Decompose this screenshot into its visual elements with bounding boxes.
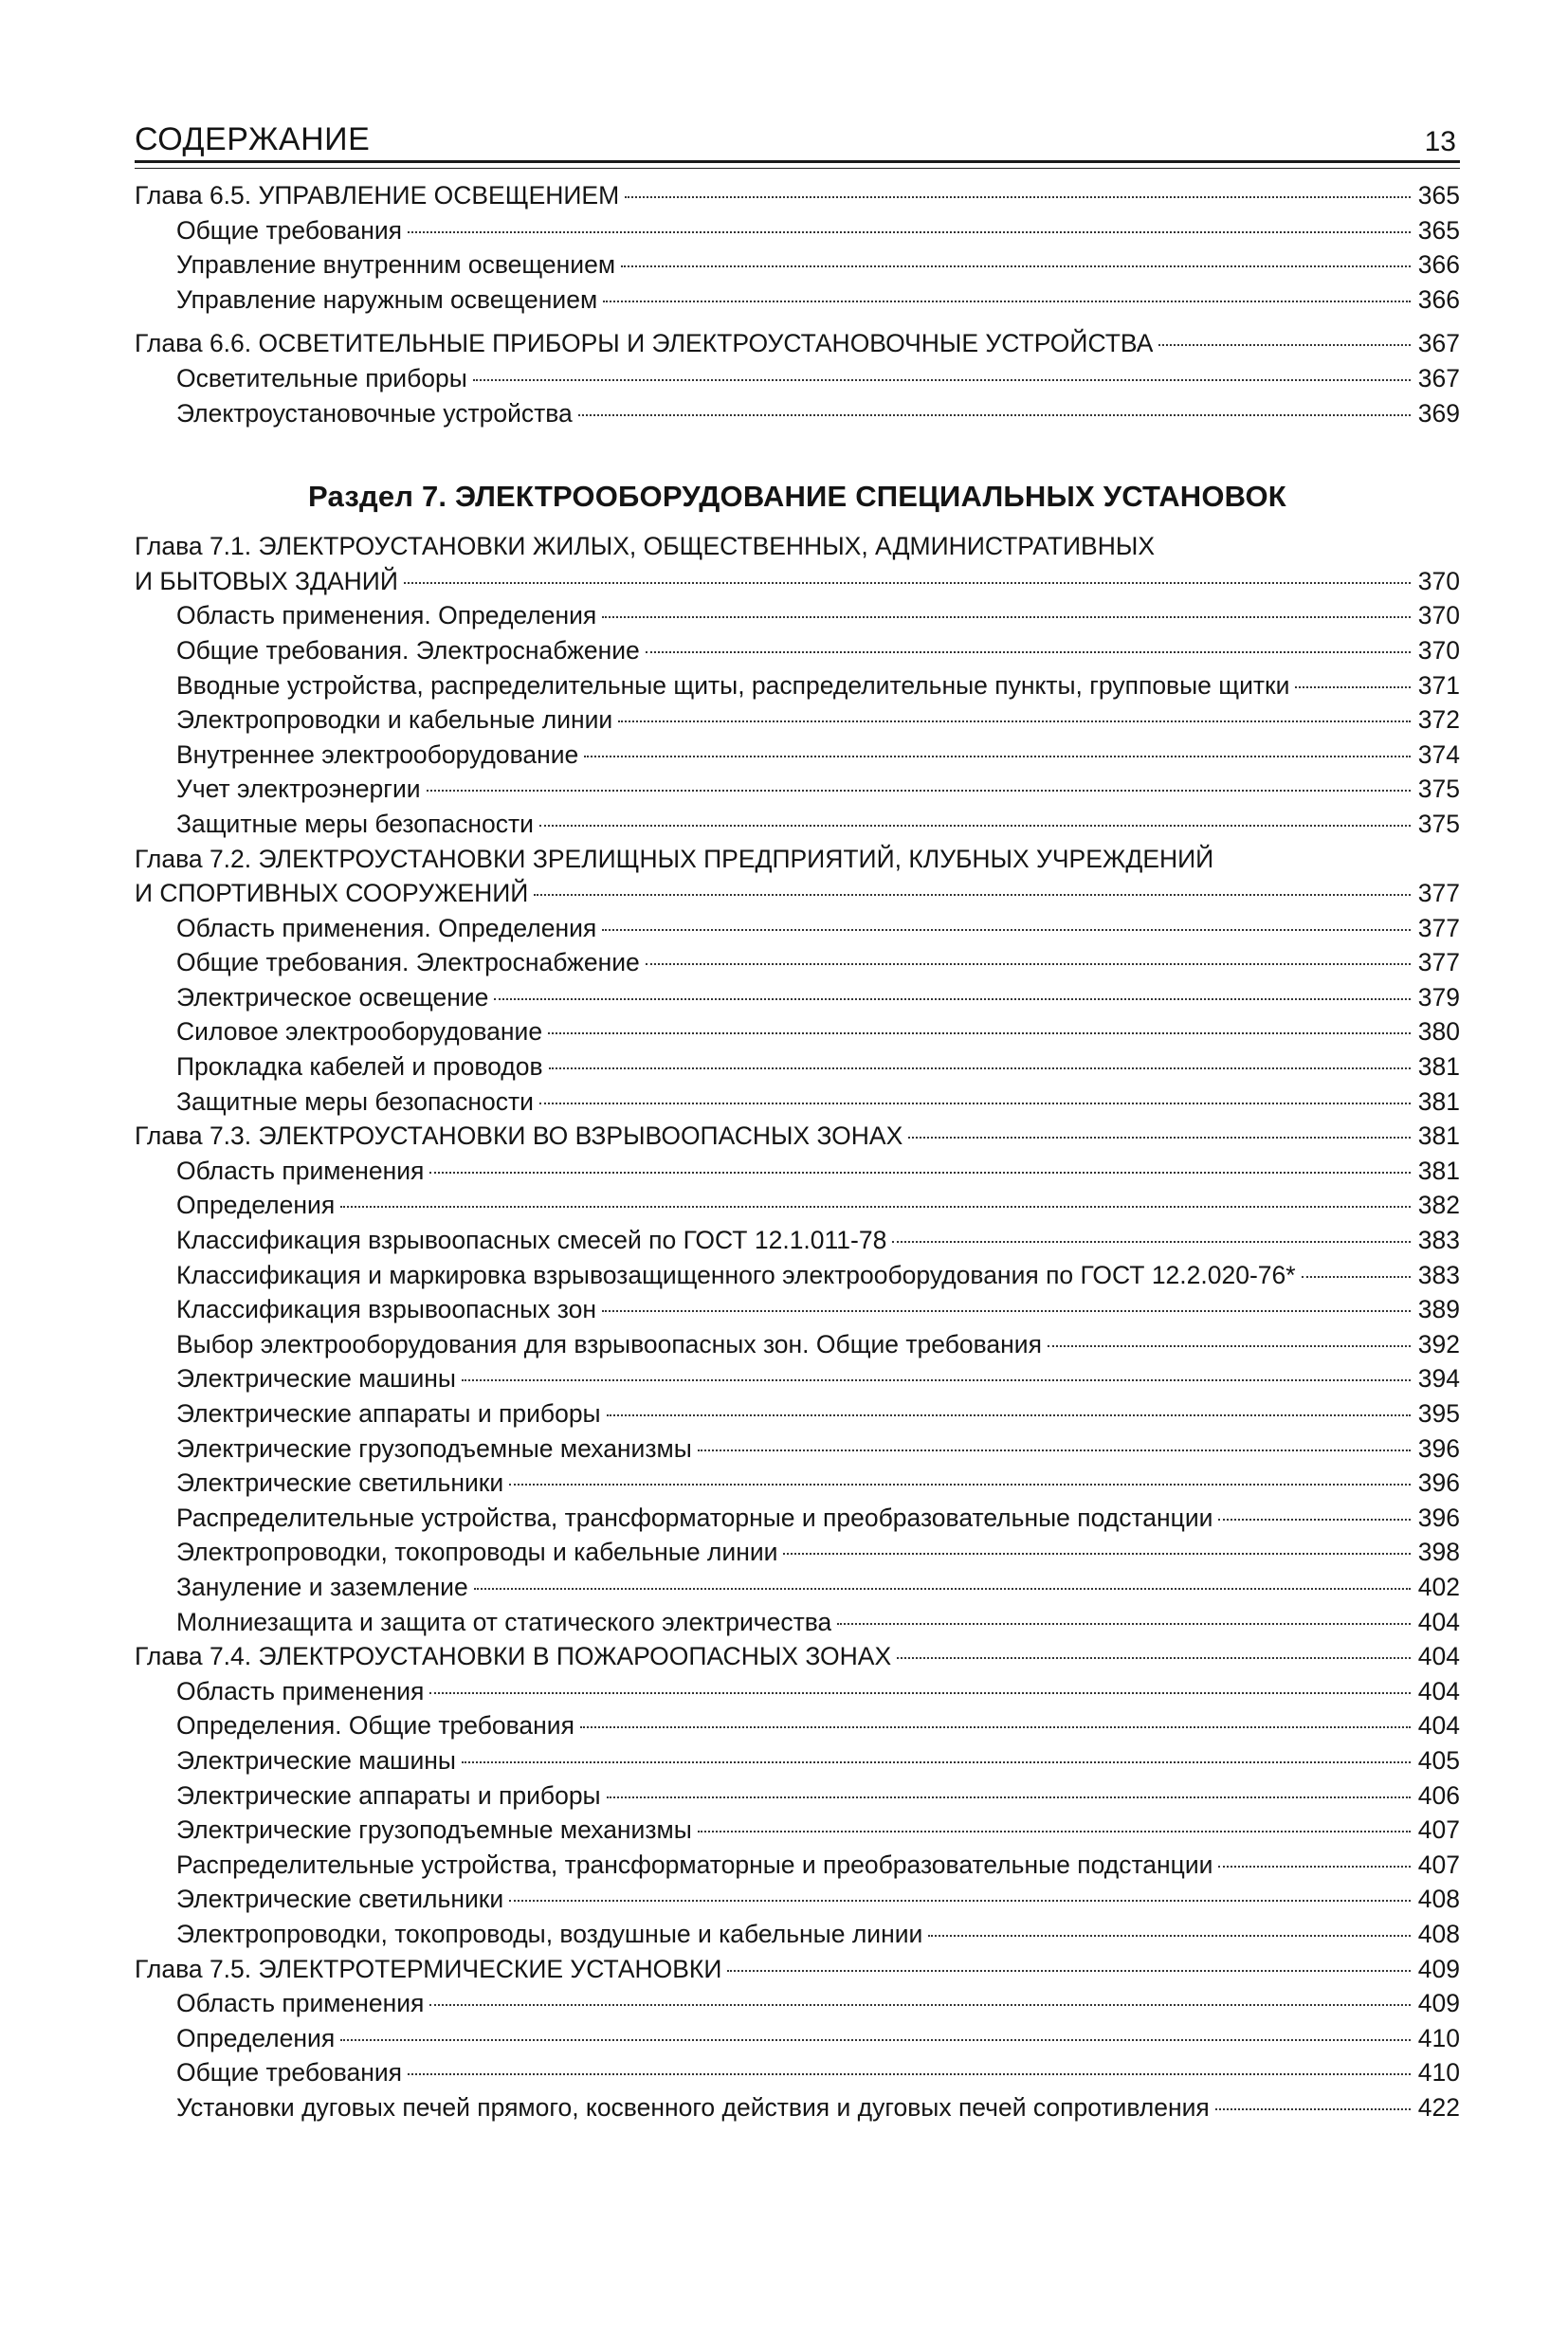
page-number: 372 [1417,705,1460,735]
toc-chapter-6-5[interactable] [135,178,1460,213]
dot-leader [1218,1866,1411,1868]
dot-leader [340,2039,1411,2041]
toc-entry[interactable] [135,1917,1460,1952]
toc-entry[interactable] [135,1292,1460,1327]
entry-label: Электроустановочные устройства [176,398,573,428]
page-number: 365 [1417,215,1460,245]
dot-leader [462,1379,1411,1381]
page-number: 366 [1417,284,1460,314]
toc-entry[interactable] [135,1743,1460,1778]
dot-leader [539,825,1411,827]
entry-label: Электрическое освещение [176,982,489,1012]
dot-leader [474,1588,1411,1590]
dot-leader [783,1553,1411,1555]
dot-leader [404,582,1411,584]
entry-label: Общие требования [176,2058,403,2088]
header-title: СОДЕРЖАНИЕ [135,121,371,157]
page-number: 382 [1417,1191,1460,1220]
dot-leader [429,1172,1411,1174]
dot-leader [618,720,1411,722]
page-number: 375 [1417,775,1460,804]
entry-label: Область применения. Определения [176,601,597,630]
dot-leader [908,1137,1411,1139]
entry-label: Распределительные устройства, трансформаторные и преобразовательные подстанции [176,1503,1213,1532]
toc-entry[interactable] [135,1813,1460,1848]
entry-label: Зануление и заземление [176,1572,468,1601]
dot-leader [646,651,1411,653]
toc-chapter-7-4[interactable] [135,1639,1460,1674]
running-header [135,119,1460,163]
entry-label: Защитные меры безопасности [176,1086,534,1116]
dot-leader [603,301,1411,302]
toc-chapter-7-3[interactable] [135,1119,1460,1154]
dot-leader [509,1484,1411,1486]
chapter-title: Глава 7.3. ЭЛЕКТРОУСТАНОВКИ ВО ВЗРЫВООПАСНЫХ ЗОНАХ [135,1121,903,1151]
dot-leader [429,2004,1411,2006]
dot-leader [1302,1276,1411,1278]
dot-leader [473,379,1411,381]
page-number: 406 [1417,1780,1460,1810]
entry-label: Силовое электрооборудование [176,1017,543,1047]
page-number: 383 [1417,1260,1460,1289]
page-number: 395 [1417,1399,1460,1428]
page-number: 422 [1417,2092,1460,2122]
entry-label: Распределительные устройства, трансформаторные и преобразовательные подстанции [176,1850,1213,1879]
toc-entry[interactable] [135,1674,1460,1709]
entry-label: Установки дуговых печей прямого, косвенного действия и дуговых печей сопротивления [176,2092,1210,2122]
toc-entry[interactable] [135,702,1460,738]
toc-entry[interactable] [135,283,1460,318]
dot-leader [621,265,1411,267]
toc-entry[interactable] [135,1605,1460,1640]
toc-entry[interactable] [135,1501,1460,1536]
dot-leader [602,929,1411,931]
toc-entry[interactable] [135,1466,1460,1501]
dot-leader [408,231,1411,233]
dot-leader [429,1692,1411,1694]
dot-leader [892,1241,1411,1243]
page-number: 377 [1417,913,1460,942]
chapter-title: Глава 7.4. ЭЛЕКТРОУСТАНОВКИ В ПОЖАРООПАСНЫХ ЗОНАХ [135,1642,892,1671]
dot-leader [928,1935,1411,1937]
dot-leader [698,1831,1411,1832]
dot-leader [625,196,1411,198]
dot-leader [509,1900,1411,1902]
toc-entry[interactable] [135,1708,1460,1743]
entry-label: Защитные меры безопасности [176,809,534,838]
toc-entry[interactable] [135,738,1460,773]
toc-entry[interactable] [135,2021,1460,2056]
toc-entry[interactable] [135,633,1460,668]
toc-entry[interactable] [135,1085,1460,1120]
toc-entry[interactable] [135,1570,1460,1605]
entry-label: Область применения [176,1156,425,1185]
toc-entry[interactable] [135,1223,1460,1258]
page-number: 381 [1417,1086,1460,1116]
dot-leader [427,790,1411,792]
entry-label: Классификация взрывоопасных зон [176,1295,596,1324]
dot-leader [578,414,1411,416]
page-number: 392 [1417,1329,1460,1358]
dot-leader [534,894,1411,896]
entry-label: Прокладка кабелей и проводов [176,1052,543,1082]
toc-chapter-7-2-line1[interactable]: Глава 7.2. ЭЛЕКТРОУСТАНОВКИ ЗРЕЛИЩНЫХ ПРЕДПРИЯТИЙ, КЛУБНЫХ УЧРЕЖДЕНИЙ [135,844,1214,873]
dot-leader [602,1310,1411,1312]
page-number: 404 [1417,1642,1460,1671]
dot-leader [1158,344,1411,346]
entry-label: Область применения. Определения [176,913,597,942]
dot-leader [1218,1519,1411,1521]
entry-label: Электрические светильники [176,1885,504,1914]
toc-chapter-6-6[interactable] [135,326,1460,361]
page-number: 381 [1417,1121,1460,1151]
toc-entry[interactable] [135,1361,1460,1396]
chapter-title: Глава 6.5. УПРАВЛЕНИЕ ОСВЕЩЕНИЕМ [135,181,620,210]
page-number: 370 [1417,601,1460,630]
toc-entry[interactable] [135,1327,1460,1362]
page-number: 370 [1417,566,1460,595]
toc-entry[interactable] [135,396,1460,431]
toc-entry[interactable] [135,980,1460,1015]
entry-label: Электропроводки, токопроводы, воздушные и кабельные линии [176,1919,923,1948]
toc-entry[interactable] [135,807,1460,842]
entry-label: Электрические машины [176,1364,456,1394]
dot-leader [607,1414,1411,1416]
toc-entry[interactable] [135,1014,1460,1049]
dot-leader [584,756,1411,757]
dot-leader [897,1657,1411,1659]
entry-label: Внутреннее электрооборудование [176,739,579,769]
toc-entry[interactable] [135,1882,1460,1917]
toc-entry[interactable] [135,1848,1460,1883]
dot-leader [1295,686,1411,688]
entry-label: Управление наружным освещением [176,284,598,314]
entry-label: Электрические грузоподъемные механизмы [176,1433,692,1463]
page-number: 407 [1417,1815,1460,1845]
page-number: 367 [1417,363,1460,392]
dot-leader [494,998,1411,1000]
dot-leader [548,1032,1411,1034]
page-number: 409 [1417,1989,1460,2018]
toc-entry[interactable] [135,598,1460,633]
toc-chapter-7-2[interactable] [135,876,1460,911]
dot-leader [698,1449,1411,1451]
entry-label: Классификация взрывоопасных смесей по ГОСТ 12.1.011-78 [176,1226,887,1255]
page-number: 381 [1417,1156,1460,1185]
entry-label: Электропроводки и кабельные линии [176,705,613,735]
entry-label: Область применения [176,1989,425,2018]
entry-label: Выбор электрооборудования для взрывоопасных зон. Общие требования [176,1329,1042,1358]
page-number: 404 [1417,1676,1460,1705]
entry-label: Определения. Общие требования [176,1711,574,1741]
page-number: 396 [1417,1503,1460,1532]
section-title: Раздел 7. ЭЛЕКТРООБОРУДОВАНИЕ СПЕЦИАЛЬНЫХ УСТАНОВОК [308,480,1286,514]
toc-entry[interactable] [135,2055,1460,2090]
entry-label: Электрические машины [176,1745,456,1775]
toc-entry[interactable] [135,1049,1460,1085]
entry-label: Область применения [176,1676,425,1705]
page-number: 381 [1417,1052,1460,1082]
entry-label: Вводные устройства, распределительные щиты, распределительные пункты, групповые щитки [176,670,1290,700]
entry-label: Общие требования. Электроснабжение [176,635,640,665]
dot-leader [462,1761,1411,1763]
page-number: 394 [1417,1364,1460,1394]
toc-entry[interactable] [135,1396,1460,1431]
entry-label: Классификация и маркировка взрывозащищенного электрооборудования по ГОСТ 12.2.020-76* [176,1260,1296,1289]
chapter-title: Глава 7.5. ЭЛЕКТРОТЕРМИЧЕСКИЕ УСТАНОВКИ [135,1954,722,1983]
page-number: 371 [1417,670,1460,700]
dot-leader [549,1067,1411,1069]
dot-leader [602,616,1411,618]
page-number: 365 [1417,181,1460,210]
page-number: 410 [1417,2023,1460,2052]
toc-list [135,178,1460,2124]
dot-leader [1215,2108,1411,2110]
toc-entry[interactable] [135,1154,1460,1189]
toc-chapter-7-5[interactable] [135,1952,1460,1987]
entry-label: Электрические светильники [176,1468,504,1498]
dot-leader [646,963,1411,965]
page-number: 398 [1417,1538,1460,1567]
page-number: 405 [1417,1745,1460,1775]
toc-entry[interactable] [135,247,1460,283]
entry-label: Определения [176,1191,336,1220]
toc-entry[interactable] [135,945,1460,980]
entry-label: Определения [176,2023,336,2052]
toc-entry[interactable] [135,1431,1460,1467]
toc-entry[interactable] [135,1778,1460,1814]
toc-entry[interactable] [135,361,1460,396]
toc-page [135,119,1460,2124]
page-number: 367 [1417,329,1460,358]
page-number: 402 [1417,1572,1460,1601]
toc-chapter-7-1-line1[interactable]: Глава 7.1. ЭЛЕКТРОУСТАНОВКИ ЖИЛЫХ, ОБЩЕСТВЕННЫХ, АДМИНИСТРАТИВНЫХ [135,532,1155,561]
page-number: 383 [1417,1226,1460,1255]
entry-label: Электрические аппараты и приборы [176,1780,601,1810]
page-number: 380 [1417,1017,1460,1047]
page-number: 369 [1417,398,1460,428]
page-number: 374 [1417,739,1460,769]
entry-label: Учет электроэнергии [176,775,421,804]
page-number: 375 [1417,809,1460,838]
dot-leader [408,2073,1411,2075]
header-page-number: 13 [1424,126,1456,157]
dot-leader [607,1796,1411,1798]
page-number: 396 [1417,1433,1460,1463]
toc-chapter-7-1[interactable] [135,564,1460,599]
entry-label: Общие требования. Электроснабжение [176,948,640,977]
chapter-title: И СПОРТИВНЫХ СООРУЖЕНИЙ [135,879,529,908]
dot-leader [340,1206,1411,1208]
page-number: 377 [1417,948,1460,977]
toc-entry[interactable] [135,911,1460,946]
dot-leader [1048,1345,1411,1347]
chapter-title: Глава 6.6. ОСВЕТИТЕЛЬНЫЕ ПРИБОРЫ И ЭЛЕКТРОУСТАНОВОЧНЫЕ УСТРОЙСТВА [135,329,1154,358]
chapter-title: И БЫТОВЫХ ЗДАНИЙ [135,566,398,595]
entry-label: Электрические грузоподъемные механизмы [176,1815,692,1845]
page-number: 409 [1417,1954,1460,1983]
page-number: 366 [1417,250,1460,280]
page-number: 408 [1417,1919,1460,1948]
toc-entry[interactable] [135,213,1460,248]
dot-leader [727,1970,1411,1972]
page-number: 408 [1417,1885,1460,1914]
dot-leader [580,1726,1411,1728]
toc-entry[interactable] [135,1535,1460,1570]
toc-entry[interactable] [135,1986,1460,2021]
toc-entry[interactable] [135,1188,1460,1223]
page-number: 396 [1417,1468,1460,1498]
toc-entry[interactable] [135,1258,1460,1293]
page-number: 377 [1417,879,1460,908]
dot-leader [539,1103,1411,1104]
entry-label: Молниезащита и защита от статического электричества [176,1607,832,1636]
entry-label: Электрические аппараты и приборы [176,1399,601,1428]
entry-label: Общие требования [176,215,403,245]
page-number: 410 [1417,2058,1460,2088]
entry-label: Осветительные приборы [176,363,467,392]
page-number: 370 [1417,635,1460,665]
page-number: 389 [1417,1295,1460,1324]
page-number: 407 [1417,1850,1460,1879]
dot-leader [837,1623,1411,1625]
toc-entry[interactable] [135,772,1460,807]
page-number: 404 [1417,1607,1460,1636]
toc-entry[interactable] [135,2090,1460,2125]
page-number: 404 [1417,1711,1460,1741]
entry-label: Электропроводки, токопроводы и кабельные линии [176,1538,778,1567]
entry-label: Управление внутренним освещением [176,250,616,280]
toc-entry[interactable] [135,668,1460,703]
page-number: 379 [1417,982,1460,1012]
header-rule [135,168,1460,169]
